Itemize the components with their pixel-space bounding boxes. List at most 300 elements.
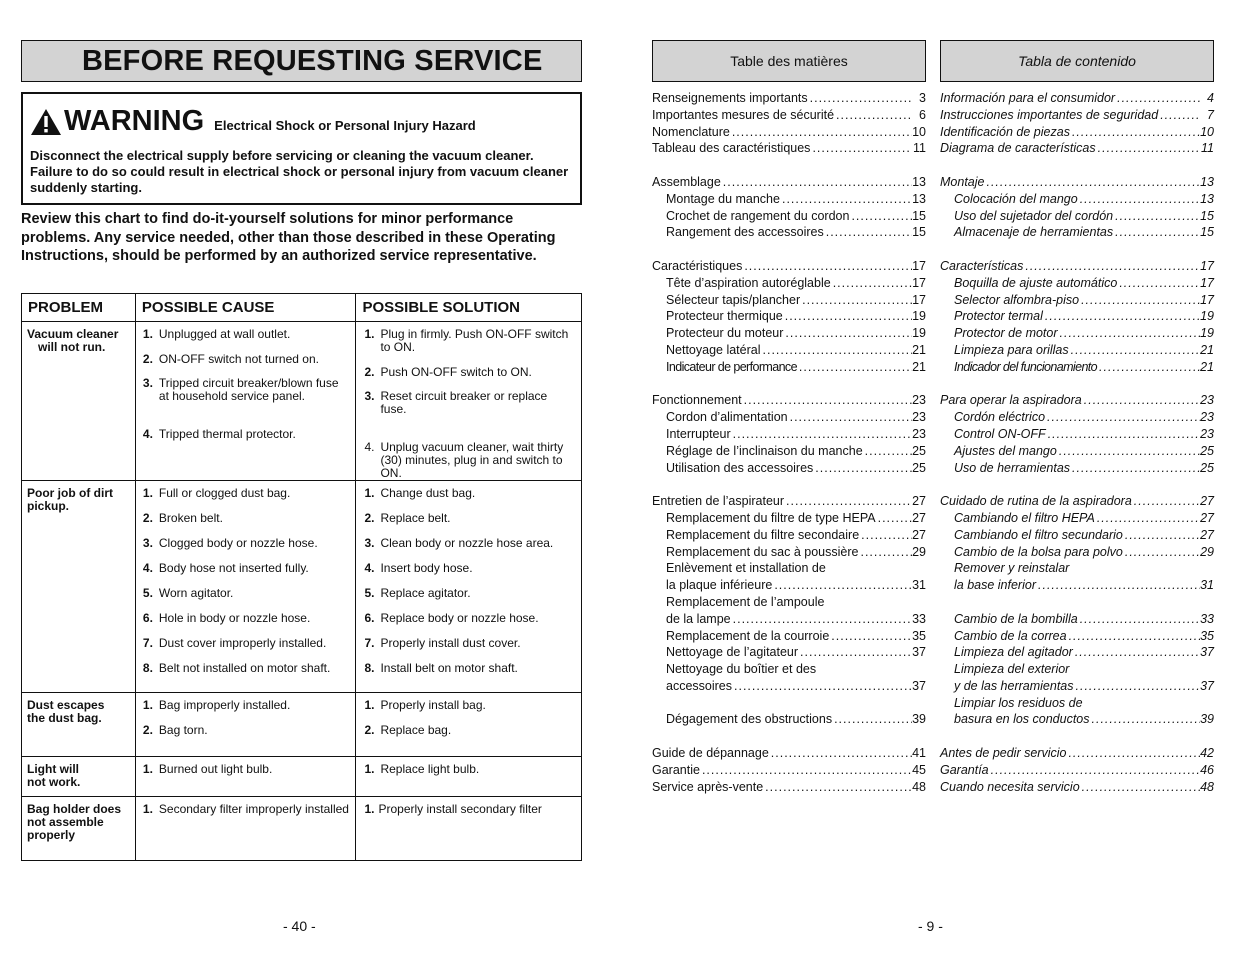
toc-entry (940, 493, 1214, 510)
toc-entry-page: 4 (1207, 91, 1214, 105)
toc-leader-dots (783, 308, 912, 325)
toc-entry-label: Almacenaje de herramientas (954, 225, 1114, 240)
item-text: Bag improperly installed. (158, 698, 291, 712)
toc-entry (652, 460, 926, 477)
toc-entry (940, 762, 1214, 779)
page-title: BEFORE REQUESTING SERVICE (82, 44, 543, 77)
toc-entry-page: 39 (1200, 712, 1214, 727)
toc-entry (940, 174, 1214, 191)
solution-item (364, 328, 575, 354)
toc-leader-dots (863, 443, 912, 460)
item-number: 1. (142, 762, 153, 776)
toc-entry (940, 779, 1214, 796)
toc-entry-label: Cordon d’alimentation (666, 410, 788, 425)
item-text: Change dust bag. (380, 486, 476, 500)
toc-entry-label: Protecteur thermique (666, 309, 783, 324)
toc-entry-page: 21 (1200, 359, 1214, 374)
toc-entry-label: Montaje (940, 174, 985, 189)
solution-item (364, 724, 575, 737)
toc-entry-page: 13 (1200, 174, 1214, 189)
item-number: 1. (364, 698, 375, 712)
item-number: 3. (364, 536, 375, 550)
solution-item (364, 390, 575, 416)
toc-entry (652, 628, 926, 645)
toc-entry-label: Boquilla de ajuste automático (954, 275, 1118, 290)
warning-subtitle: Electrical Shock or Personal Injury Hazard (214, 118, 476, 133)
toc-entry-label: Antes de pedir servicio (940, 746, 1067, 761)
toc-leader-dots (1080, 779, 1200, 796)
toc-entry-label: Ajustes del mango (954, 443, 1057, 458)
cause-cell (135, 693, 356, 757)
toc-entry-page: 17 (1200, 275, 1214, 290)
item-text: Tripped thermal protector. (158, 427, 296, 441)
toc-entry-page: 37 (912, 678, 926, 693)
toc-entry-page: 31 (1200, 578, 1214, 593)
toc-entry-label: Nettoyage du boîtier et des (666, 662, 817, 677)
toc-entry (940, 191, 1214, 208)
toc-entry (652, 308, 926, 325)
toc-entry (652, 124, 926, 141)
cause-cell (135, 481, 356, 693)
problem-text: Dust escapes (27, 698, 105, 712)
solution-item (364, 803, 575, 816)
toc-entry-page: 10 (1200, 124, 1214, 139)
toc-leader-dots (989, 762, 1200, 779)
item-number: 8. (142, 661, 153, 675)
item-text: Dust cover improperly installed. (158, 636, 327, 650)
toc-leader-dots (1073, 644, 1200, 661)
toc-french (652, 40, 926, 795)
item-number: 2. (142, 511, 153, 525)
toc-entry (652, 359, 926, 376)
toc-entry-label: Indicador del funcionamiento (954, 359, 1098, 374)
item-text: Unplugged at wall outlet. (158, 327, 291, 341)
toc-entry-page: 17 (1200, 258, 1214, 273)
item-text: Properly install secondary filter (378, 802, 542, 816)
solution-item (364, 487, 575, 500)
toc-spanish (940, 40, 1214, 795)
item-text: Reset circuit breaker or replace fuse. (380, 389, 548, 416)
toc-entry-label: Selector alfombra-piso (954, 292, 1080, 307)
toc-entry (940, 409, 1214, 426)
toc-entry-page: 48 (1200, 779, 1214, 794)
toc-leader-dots (1079, 292, 1200, 309)
solution-item (364, 562, 575, 575)
item-number: 5. (142, 586, 153, 600)
toc-entry-label: Renseignements importants (652, 91, 808, 105)
toc-entry-label: Service après-vente (652, 779, 764, 794)
toc-leader-dots (732, 678, 912, 695)
solution-item (364, 366, 575, 379)
toc-leader-dots (1036, 577, 1200, 594)
toc-leader-dots (829, 628, 912, 645)
toc-leader-dots (1058, 325, 1200, 342)
problem-text: Bag holder does (27, 802, 122, 816)
toc-entry-label: Fonctionnement (652, 393, 742, 408)
toc-entry (652, 493, 926, 510)
solution-item (364, 763, 575, 776)
toc-entry (652, 325, 926, 342)
toc-entry-page: 15 (1200, 208, 1214, 223)
toc-entry-page: 3 (919, 91, 926, 105)
item-text: Full or clogged dust bag. (158, 486, 291, 500)
toc-entry (652, 544, 926, 561)
intro-paragraph: Review this chart to find do-it-yourself solutions for minor performance problems. Any service needed, other than those described in these Operating Instructions, should be performed by an authorized service representative. (21, 211, 556, 264)
toc-leader-dots (1078, 611, 1200, 628)
toc-entry (940, 695, 1214, 712)
toc-entry-label: Guide de dépannage (652, 746, 769, 761)
toc-entry (652, 174, 926, 191)
table-row (22, 797, 582, 861)
toc-entry-label: Remplacement du filtre de type HEPA (666, 510, 876, 525)
toc-leader-dots (761, 342, 912, 359)
toc-entry (940, 90, 1214, 107)
toc-entry (940, 342, 1214, 359)
problem-text: will not run. (38, 340, 106, 354)
toc-entry-page: 19 (912, 326, 926, 341)
toc-gap (652, 157, 926, 174)
service-page (21, 40, 582, 842)
problem-cell (22, 322, 136, 481)
item-text: Belt not installed on motor shaft. (158, 661, 331, 675)
cause-item (143, 763, 350, 776)
toc-entry (652, 208, 926, 225)
toc-leader-dots (876, 510, 912, 527)
toc-entry-page: 27 (1200, 527, 1214, 542)
toc-entry-label: y de las herramientas (954, 678, 1074, 693)
item-text: Broken belt. (158, 511, 223, 525)
toc-entry-label: Cambio de la bombilla (954, 611, 1078, 626)
problem-text: not assemble (27, 815, 104, 829)
item-number: 7. (142, 636, 153, 650)
toc-entry-label: Cambiando el filtro secundario (954, 527, 1123, 542)
cause-item (143, 377, 350, 403)
toc-entry-page: 23 (912, 393, 926, 408)
toc-entry-label: la base inferior (954, 578, 1036, 593)
toc-entry (940, 460, 1214, 477)
item-text: Replace light bulb. (380, 762, 480, 776)
toc-french-heading: Table des matières (652, 40, 926, 82)
toc-entry-page: 17 (1200, 292, 1214, 307)
toc-leader-dots (1113, 224, 1200, 241)
item-text: Body hose not inserted fully. (158, 561, 309, 575)
warning-header (30, 100, 572, 136)
toc-entry-label: Cordón eléctrico (954, 410, 1046, 425)
toc-entry-page: 7 (1207, 107, 1214, 122)
item-number: 4. (364, 561, 375, 575)
toc-entry-label: Información para el consumidor (940, 91, 1116, 105)
toc-entry-page: 27 (912, 494, 926, 509)
item-text: Clean body or nozzle hose area. (380, 536, 554, 550)
toc-entry-label: Garantía (940, 762, 989, 777)
toc-entry-page: 39 (912, 712, 926, 727)
toc-entry-label: Identificación de piezas (940, 124, 1070, 139)
toc-entry (940, 544, 1214, 561)
toc-leader-dots (1158, 107, 1200, 124)
item-text: Replace agitator. (380, 586, 471, 600)
item-text: Plug in firmly. Push ON-OFF switch to ON. (380, 327, 569, 354)
toc-entry-page: 37 (912, 645, 926, 660)
solution-item (364, 587, 575, 600)
problem-text: Vacuum cleaner (27, 327, 119, 341)
toc-gap (652, 241, 926, 258)
item-text: Clogged body or nozzle hose. (158, 536, 318, 550)
item-number: 1. (142, 802, 153, 816)
toc-entry-label: Réglage de l’inclinaison du manche (666, 443, 863, 458)
toc-entry (940, 359, 1214, 376)
toc-entry-page: 37 (1200, 645, 1214, 660)
toc-leader-dots (800, 292, 912, 309)
toc-entry-label: Utilisation des accessoires (666, 460, 814, 475)
toc-entry-label: Nettoyage de l’agitateur (666, 645, 799, 660)
solution-item (364, 512, 575, 525)
toc-leader-dots (1123, 527, 1200, 544)
toc-entry-page: 27 (912, 527, 926, 542)
toc-gap (652, 476, 926, 493)
cause-cell (135, 797, 356, 861)
toc-leader-dots (831, 275, 912, 292)
toc-leader-dots (1043, 308, 1200, 325)
toc-gap (940, 376, 1214, 393)
toc-leader-dots (1066, 745, 1200, 762)
toc-leader-dots (1132, 493, 1200, 510)
item-text: Unplug vacuum cleaner, wait thirty (30) minutes, plug in and switch to ON. (380, 440, 564, 480)
toc-leader-dots (1078, 191, 1200, 208)
toc-entry-label: Cambio de la bolsa para polvo (954, 544, 1123, 559)
toc-leader-dots (1023, 258, 1200, 275)
toc-entry (940, 107, 1214, 124)
toc-leader-dots (824, 224, 912, 241)
toc-entry-page: 48 (912, 779, 926, 794)
toc-entry-page: 31 (912, 578, 926, 593)
item-number: 4. (364, 440, 375, 454)
cause-item (143, 328, 350, 341)
troubleshooting-table (21, 293, 582, 861)
toc-entry (940, 224, 1214, 241)
toc-leader-dots (1045, 409, 1200, 426)
cause-item (143, 662, 350, 675)
toc-entry-page: 10 (912, 124, 926, 139)
solution-item (364, 662, 575, 675)
toc-entry-page: 33 (912, 611, 926, 626)
toc-entry-page: 23 (1200, 393, 1214, 408)
toc-entry-label: Colocación del mango (954, 191, 1078, 206)
item-number: 8. (364, 661, 375, 675)
toc-gap (652, 728, 926, 745)
item-text: Bag torn. (158, 723, 208, 737)
item-text: Worn agitator. (158, 586, 234, 600)
item-text: Replace body or nozzle hose. (380, 611, 539, 625)
toc-leader-dots (700, 762, 912, 779)
toc-leader-dots (1067, 628, 1200, 645)
item-number: 1. (142, 486, 153, 500)
toc-leader-dots (859, 527, 912, 544)
cause-item (143, 803, 350, 816)
title-banner (21, 40, 582, 82)
cause-item (143, 562, 350, 575)
toc-entry-label: Importantes mesures de sécurité (652, 107, 835, 122)
toc-leader-dots (784, 493, 912, 510)
toc-entry (940, 577, 1214, 594)
item-number: 1. (364, 486, 375, 500)
toc-leader-dots (1117, 275, 1200, 292)
toc-leader-dots (1070, 460, 1200, 477)
toc-entry-label: Cambio de la correa (954, 628, 1067, 643)
toc-entry (652, 711, 926, 728)
item-number: 2. (364, 511, 375, 525)
toc-entry-label: Nettoyage latéral (666, 342, 761, 357)
item-number: 7. (364, 636, 375, 650)
toc-entry (940, 745, 1214, 762)
cause-cell (135, 322, 356, 481)
toc-entry-page: 13 (912, 174, 926, 189)
toc-entry-page: 23 (912, 426, 926, 441)
toc-entry-label: Garantie (652, 762, 700, 777)
toc-entry-label: Montage du manche (666, 191, 780, 206)
toc-entry-page: 46 (1200, 762, 1214, 777)
item-number: 6. (142, 611, 153, 625)
toc-entry-label: Limpieza del agitador (954, 645, 1073, 660)
toc-gap (652, 695, 926, 712)
toc-entry-page: 41 (912, 746, 926, 761)
solution-item (364, 637, 575, 650)
toc-entry-page: 25 (1200, 443, 1214, 458)
solution-cell (356, 797, 582, 861)
toc-entry (652, 611, 926, 628)
toc-entry-page: 25 (1200, 460, 1214, 475)
toc-leader-dots (742, 392, 912, 409)
item-number: 1. (142, 698, 153, 712)
problem-text: pickup. (27, 499, 70, 513)
toc-leader-dots (797, 359, 912, 376)
item-number: 3. (364, 389, 375, 403)
toc-entry-page: 33 (1200, 611, 1214, 626)
item-number: 6. (364, 611, 375, 625)
item-text: Push ON-OFF switch to ON. (380, 365, 532, 379)
toc-entry-page: 13 (912, 191, 926, 206)
item-number: 1. (142, 327, 153, 341)
toc-entry-page: 21 (1200, 342, 1214, 357)
table-header-row (22, 294, 582, 322)
toc-entry (652, 745, 926, 762)
problem-text: Poor job of dirt (27, 486, 113, 500)
toc-leader-dots (808, 90, 912, 107)
problem-cell (22, 797, 136, 861)
toc-entry (652, 258, 926, 275)
toc-entry-label: Uso de herramientas (954, 460, 1071, 475)
table-row (22, 481, 582, 693)
toc-entry-page: 6 (919, 107, 926, 122)
toc-entry-page: 25 (912, 443, 926, 458)
toc-gap (940, 241, 1214, 258)
toc-entry-label: Protector termal (954, 309, 1043, 324)
item-text: Secondary filter improperly installed (158, 802, 349, 816)
toc-entry-page: 11 (913, 141, 926, 156)
toc-gap (940, 476, 1214, 493)
toc-entry-label: Sélecteur tapis/plancher (666, 292, 801, 307)
toc-leader-dots (810, 140, 912, 157)
toc-entry-label: Assemblage (652, 174, 721, 189)
toc-leader-dots (1113, 208, 1200, 225)
solution-cell (356, 757, 582, 797)
solution-cell (356, 693, 582, 757)
toc-leader-dots (798, 644, 912, 661)
toc-leader-dots (1070, 124, 1200, 141)
toc-entry-label: de la lampe (666, 611, 731, 626)
toc-entry (652, 191, 926, 208)
item-number: 3. (142, 376, 153, 390)
toc-entry-page: 11 (1201, 141, 1214, 156)
toc-entry-page: 29 (1200, 544, 1214, 559)
warning-box (21, 92, 582, 205)
toc-entry-page: 27 (912, 510, 926, 525)
toc-entry (652, 678, 926, 695)
toc-entry (652, 594, 926, 611)
toc-leader-dots (1096, 140, 1200, 157)
toc-leader-dots (984, 174, 1200, 191)
toc-entry-page: 19 (1200, 309, 1214, 324)
toc-entry-label: Limpiar los residuos de (954, 695, 1083, 710)
toc-leader-dots (1090, 711, 1200, 728)
toc-entry-page: 45 (912, 762, 926, 777)
toc-entry (940, 711, 1214, 728)
toc-leader-dots (1046, 426, 1200, 443)
solution-item (364, 441, 575, 480)
toc-entry-label: Cambiando el filtro HEPA (954, 510, 1095, 525)
solution-cell (356, 322, 582, 481)
toc-entry-label: Protecteur du moteur (666, 326, 784, 341)
toc-entry (940, 325, 1214, 342)
toc-leader-dots (769, 745, 912, 762)
item-number: 2. (142, 723, 153, 737)
toc-leader-dots (834, 107, 912, 124)
item-text: Burned out light bulb. (158, 762, 273, 776)
toc-entry (940, 443, 1214, 460)
toc-entry (940, 308, 1214, 325)
toc-spanish-heading: Tabla de contenido (940, 40, 1214, 82)
toc-entry-label: Protector de motor (954, 326, 1058, 341)
toc-entry (652, 762, 926, 779)
table-row (22, 757, 582, 797)
cause-item (143, 487, 350, 500)
toc-entry-label: Limpieza para orillas (954, 342, 1069, 357)
toc-french-list (652, 90, 926, 795)
toc-entry-label: Caractéristiques (652, 258, 743, 273)
warning-text: Disconnect the electrical supply before servicing or cleaning the vacuum cleaner. Failure to do so could result in electrical shock or personal injury from vacuum cleaner suddenly starting. (30, 148, 569, 195)
toc-entry-page: 15 (912, 225, 926, 240)
cause-item (143, 637, 350, 650)
toc-gap (940, 728, 1214, 745)
toc-entry-label: Nomenclature (652, 124, 730, 139)
item-number: 1. (364, 762, 375, 776)
solution-item (364, 537, 575, 550)
cause-item (143, 353, 350, 366)
item-text: Install belt on motor shaft. (380, 661, 518, 675)
toc-leader-dots (1123, 544, 1200, 561)
problem-cell (22, 481, 136, 693)
toc-entry-page: 27 (1200, 494, 1214, 509)
cause-item (143, 587, 350, 600)
toc-entry (652, 90, 926, 107)
toc-entry (652, 140, 926, 157)
item-number: 4. (142, 427, 153, 441)
toc-entry-label: Para operar la aspiradora (940, 393, 1082, 408)
solution-item (364, 699, 575, 712)
toc-entry-page: 23 (912, 410, 926, 425)
toc-entry-page: 15 (1200, 225, 1214, 240)
toc-entry-page: 27 (1200, 510, 1214, 525)
toc-entry (940, 678, 1214, 695)
